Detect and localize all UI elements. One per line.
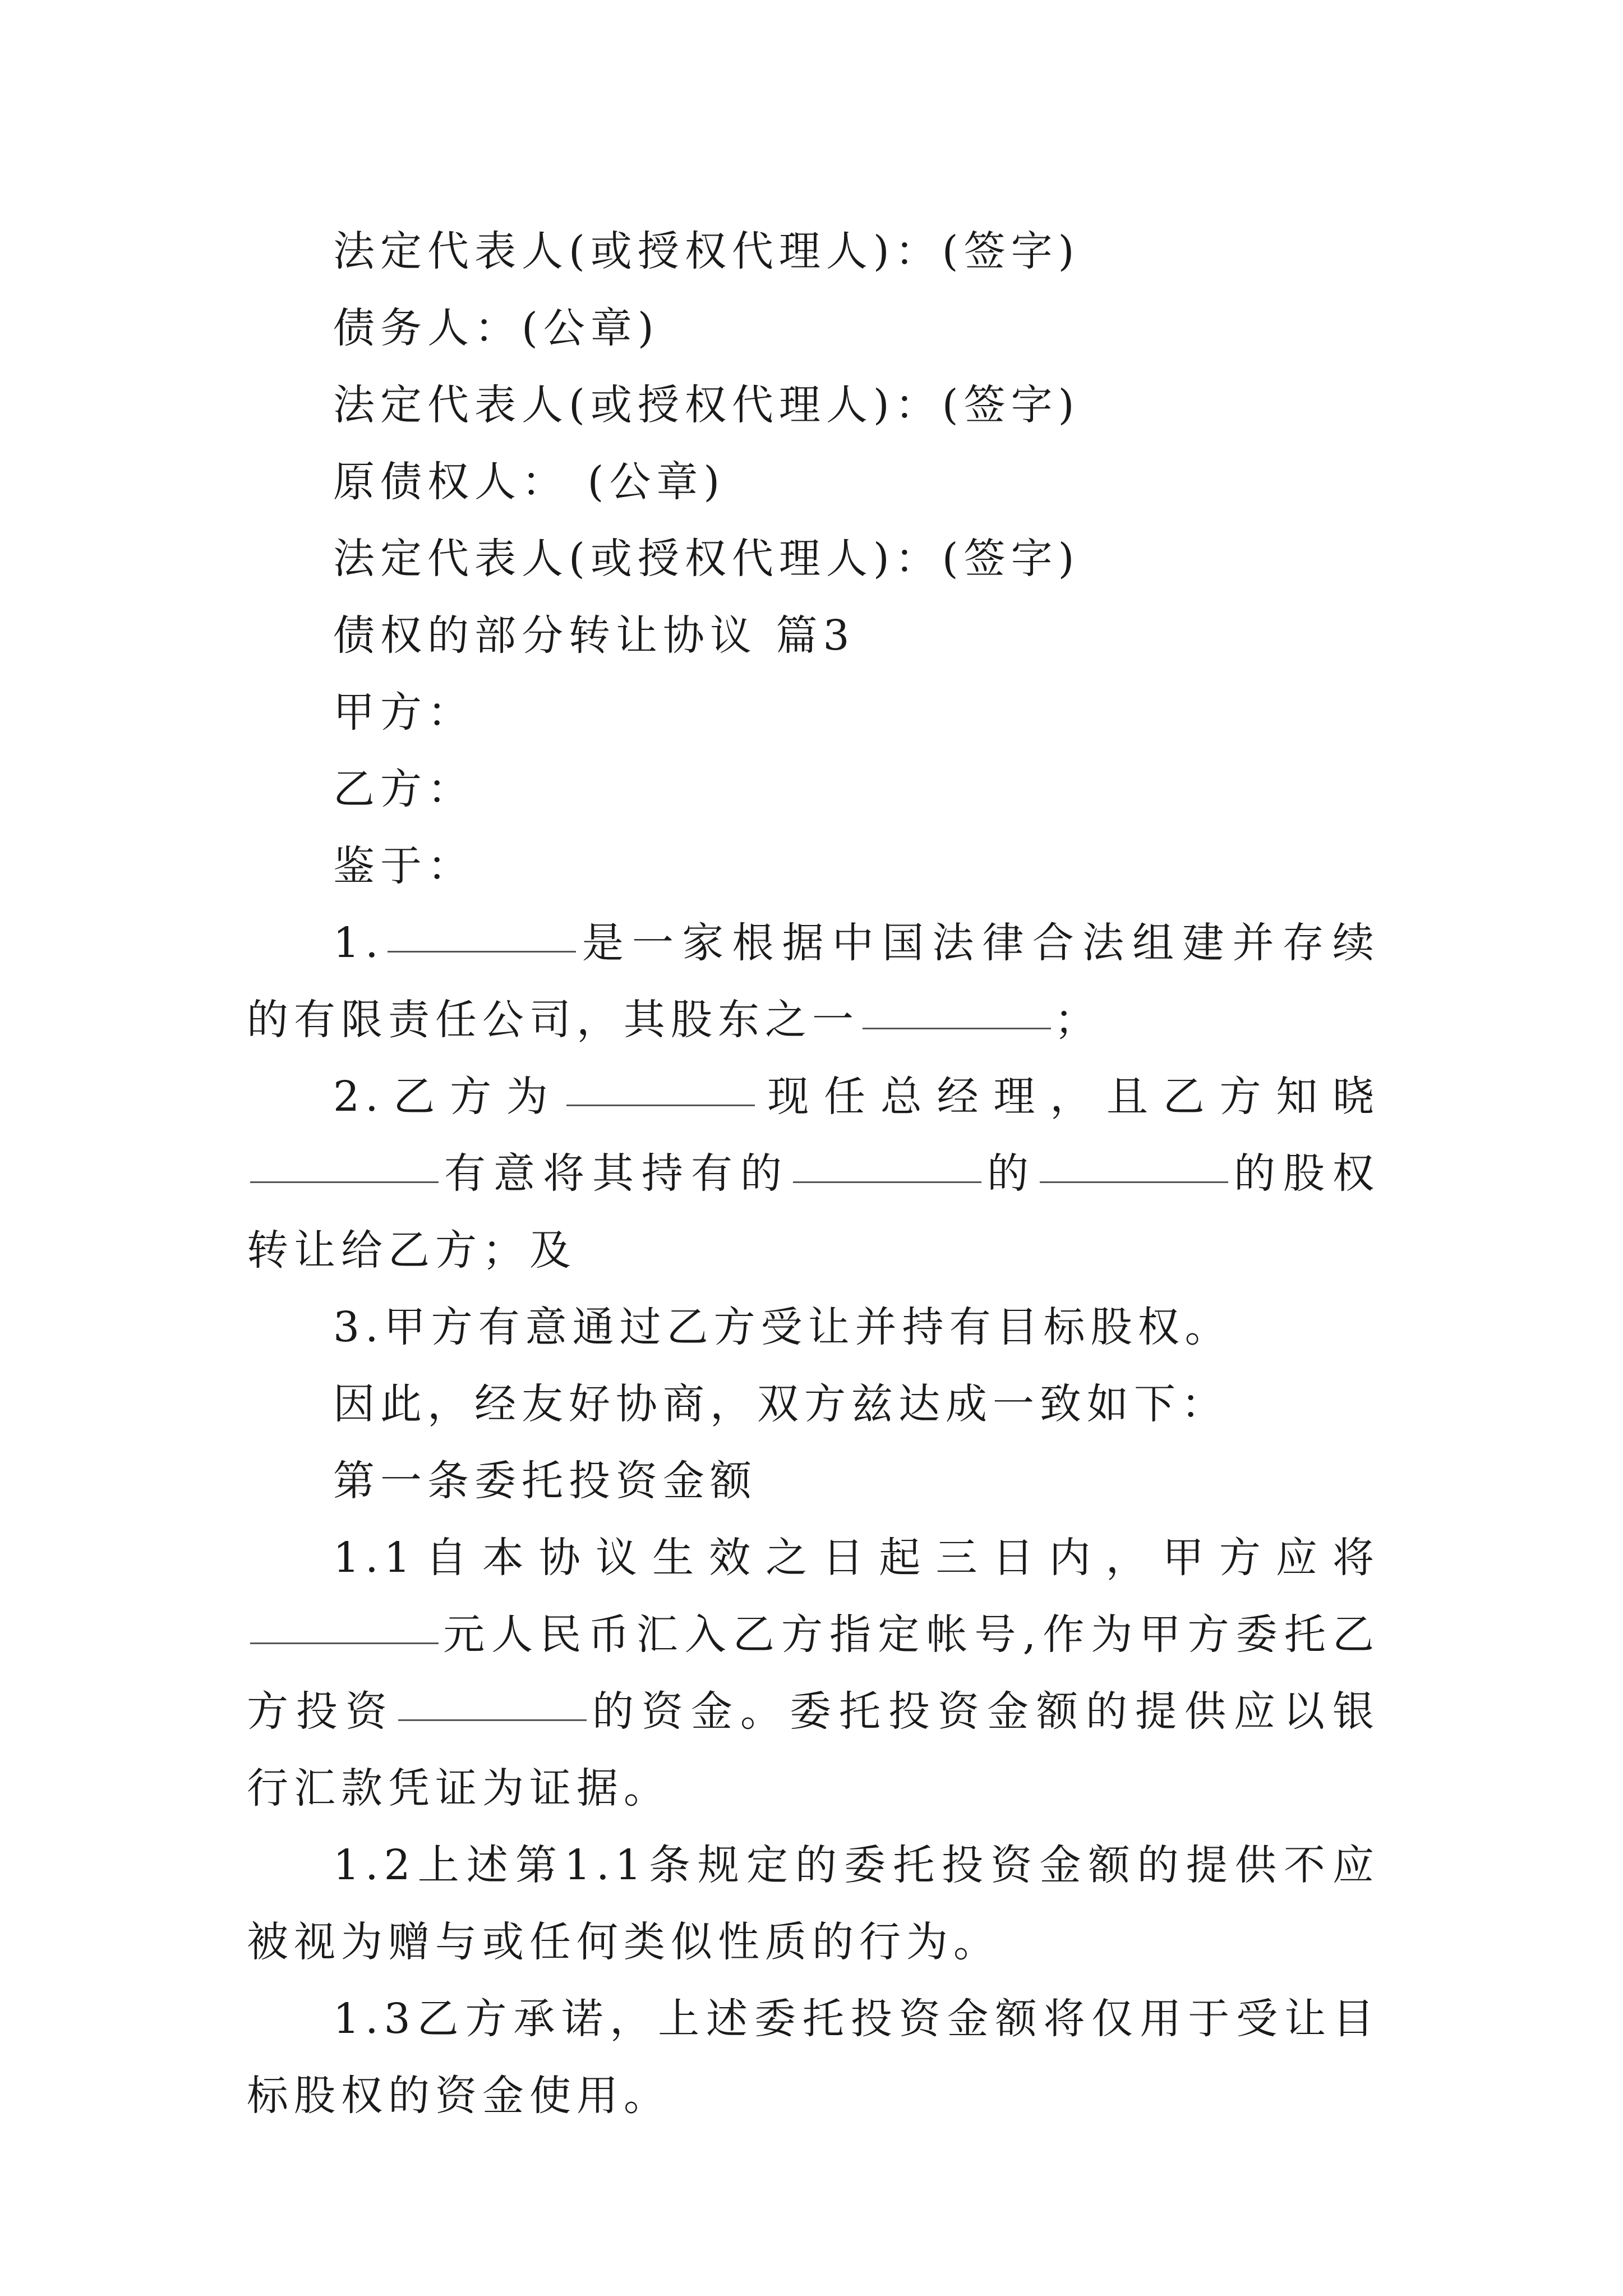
- blank-investment-target: [398, 1719, 587, 1721]
- recital-3: 3.甲方有意通过乙方受让并持有目标股权。: [333, 1303, 1232, 1351]
- blank-company-name: [388, 951, 576, 953]
- recital-2-text-d: 的股权转让给乙方；及: [247, 1149, 1380, 1274]
- clause-1-2: 1.2上述第1.1条规定的委托投资金额的提供不应被视为赠与或任何类似性质的行为。: [247, 1841, 1380, 1966]
- clause-1-1-end: 的资金。委托投资金额的提供应以银行汇款凭证为证据。: [247, 1687, 1380, 1812]
- party-b-line: 乙方：: [333, 765, 474, 813]
- recital-1-suffix: ；: [1054, 996, 1101, 1044]
- blank-company: [566, 1105, 755, 1106]
- original-creditor-seal-line: 原债权人： (公章): [333, 458, 726, 506]
- signature-line-legal-rep: 法定代表人(或授权代理人)：(签字): [333, 535, 1080, 583]
- recital-1: [247, 905, 1380, 1059]
- clause-1-1-prefix: 1.1自本协议生效之日起三日内，甲方应将: [333, 1534, 1380, 1582]
- recital-2-prefix: 2.乙方为: [333, 1073, 563, 1121]
- recital-2-text-a: 现任总经理，且乙方知晓: [758, 1073, 1380, 1121]
- recital-2-text-b: 有意将其持有的: [442, 1149, 790, 1198]
- whereas-line: 鉴于：: [333, 842, 474, 890]
- section-heading: 债权的部分转让协议 篇3: [333, 611, 855, 660]
- blank-shareholder-name: [863, 1028, 1051, 1029]
- blank-investment-amount: [250, 1642, 439, 1644]
- blank-equity-percentage: [1040, 1181, 1228, 1183]
- blank-shareholder: [250, 1181, 439, 1183]
- recital-2-text-c: 的: [985, 1149, 1036, 1198]
- clause-1-1-text: 元人民币汇入乙方指定帐号,作为甲方委托乙方投资: [247, 1611, 1380, 1736]
- recital-1-text: 是一家根据中国法律合法组建并存续的有限责任公司，其股东之一: [247, 919, 1380, 1044]
- clause-1-1: [247, 1520, 1380, 1827]
- document-body: [247, 213, 1380, 2134]
- article-1-title: 第一条委托投资金额: [333, 1457, 757, 1505]
- signature-line-legal-rep: 法定代表人(或授权代理人)：(签字): [333, 381, 1080, 429]
- party-a-line: 甲方：: [333, 688, 474, 737]
- debtor-seal-line: 债务人：(公章): [333, 304, 660, 352]
- clause-1-3: 1.3乙方承诺，上述委托投资金额将仅用于受让目标股权的资金使用。: [247, 1995, 1380, 2120]
- recital-1-prefix: 1.: [333, 919, 384, 967]
- blank-target-company: [793, 1181, 981, 1183]
- agreement-intro: 因此，经友好协商，双方兹达成一致如下：: [333, 1380, 1228, 1428]
- signature-line-legal-rep: 法定代表人(或授权代理人)：(签字): [333, 227, 1080, 275]
- recital-2: [247, 1059, 1380, 1289]
